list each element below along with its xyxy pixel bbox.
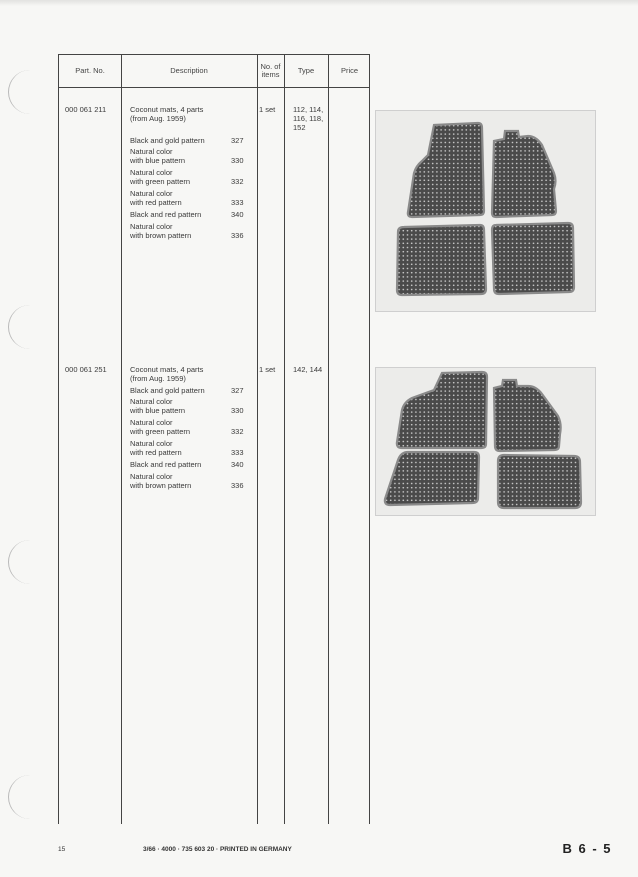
variant-name: Natural color (130, 222, 173, 231)
variant-name: Black and gold pattern (130, 136, 205, 145)
binder-punch-hole (8, 70, 31, 114)
col-header-description: Description (170, 66, 208, 75)
col-header-part-no: Part. No. (75, 66, 105, 75)
variant-name: Natural color (130, 189, 173, 198)
description-line: (from Aug. 1959) (130, 114, 186, 123)
variant-name: with blue pattern (130, 406, 186, 415)
page-id: B 6 - 5 (562, 841, 612, 856)
variant-code: 340 (231, 460, 244, 469)
binder-punch-hole (8, 540, 31, 584)
page-number: 15 (58, 846, 66, 853)
description-line: (from Aug. 1959) (130, 374, 186, 383)
variant-name: Natural color (130, 418, 173, 427)
column-divider (257, 55, 258, 824)
variant-code: 336 (231, 481, 244, 490)
variant-code: 340 (231, 210, 244, 219)
variant-code: 332 (231, 427, 244, 436)
column-divider (121, 55, 122, 824)
variant-name: Natural color (130, 147, 173, 156)
variant-code: 327 (231, 386, 244, 395)
variant-name: with green pattern (130, 427, 191, 436)
variant-name: with red pattern (130, 198, 182, 207)
variant-code: 336 (231, 231, 244, 240)
description-line: Coconut mats, 4 parts (130, 105, 204, 114)
variant-name: Natural color (130, 168, 173, 177)
page-top-edge (0, 0, 638, 6)
part-number: 000 061 211 (65, 105, 107, 114)
parts-table (58, 54, 370, 824)
variant-name: with blue pattern (130, 156, 186, 165)
table-header (59, 55, 369, 88)
type-line: 112, 114, (293, 105, 324, 114)
variant-code: 327 (231, 136, 244, 145)
variant-name: Black and red pattern (130, 460, 202, 469)
floor-mats-photo (375, 110, 596, 312)
type-line: 116, 118, (293, 114, 324, 123)
print-info: 3/66 · 4000 · 735 603 20 · PRINTED IN GERMANY (143, 846, 292, 853)
variant-code: 330 (231, 406, 244, 415)
item-quantity: 1 set (259, 365, 276, 374)
variant-code: 330 (231, 156, 244, 165)
variant-name: with brown pattern (130, 231, 192, 240)
column-divider (328, 55, 329, 824)
variant-name: Natural color (130, 472, 173, 481)
floor-mats-photo (375, 367, 596, 516)
variant-code: 333 (231, 448, 244, 457)
type-line: 152 (293, 123, 306, 132)
col-header-no-of-items: No. of items (260, 62, 281, 79)
variant-name: Natural color (130, 397, 173, 406)
variant-name: with red pattern (130, 448, 182, 457)
variant-name: Natural color (130, 439, 173, 448)
variant-name: Black and gold pattern (130, 386, 205, 395)
variant-name: with brown pattern (130, 481, 192, 490)
variant-code: 332 (231, 177, 244, 186)
part-number: 000 061 251 (65, 365, 107, 374)
variant-name: with green pattern (130, 177, 191, 186)
description-line: Coconut mats, 4 parts (130, 365, 204, 374)
binder-punch-hole (8, 775, 31, 819)
variant-code: 333 (231, 198, 244, 207)
column-divider (284, 55, 285, 824)
type-line: 142, 144 (293, 365, 323, 374)
item-quantity: 1 set (259, 105, 276, 114)
variant-name: Black and red pattern (130, 210, 202, 219)
binder-punch-hole (8, 305, 31, 349)
col-header-price: Price (340, 66, 359, 75)
col-header-type: Type (297, 66, 315, 75)
